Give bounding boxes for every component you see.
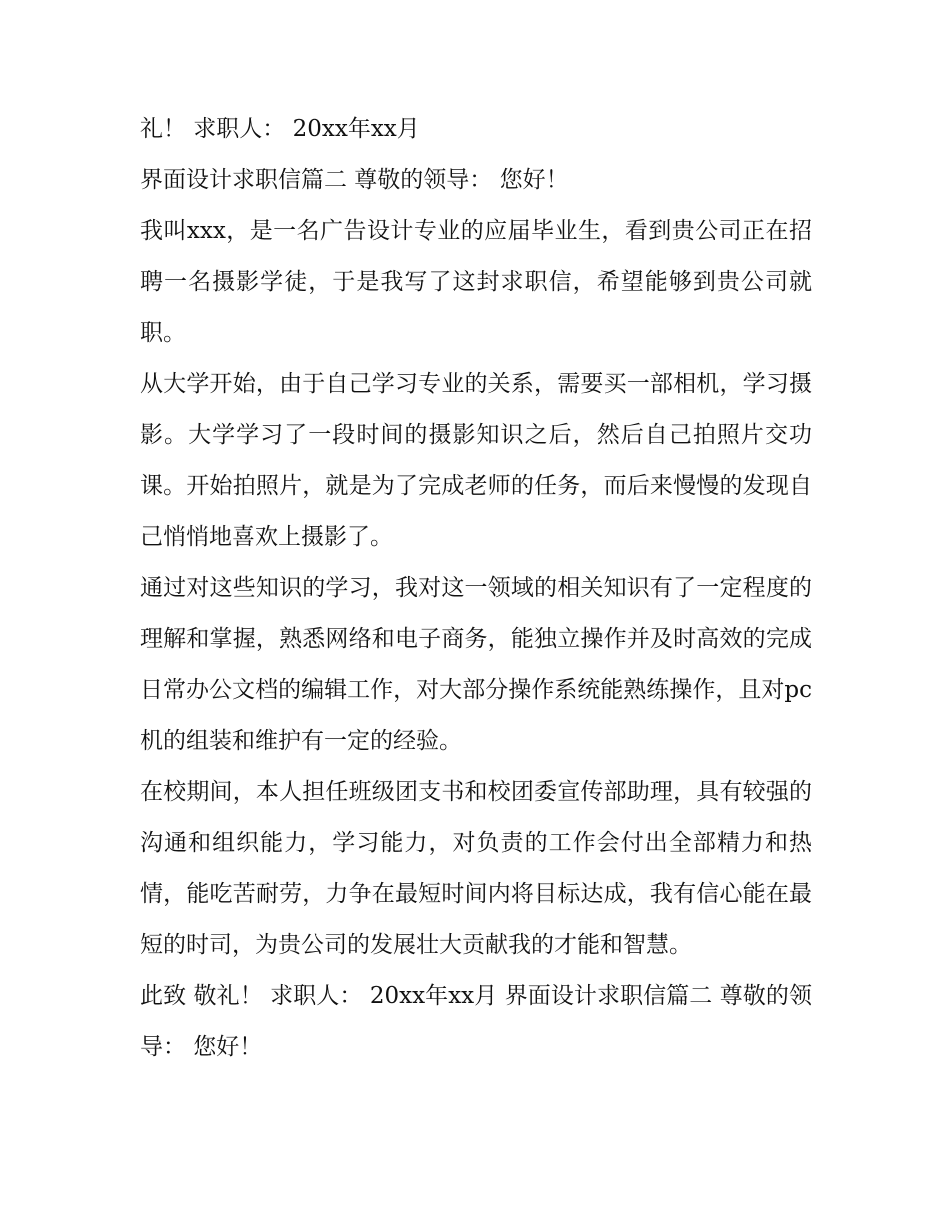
document-page — [140, 104, 812, 1073]
paragraph-introduction: 我叫xxx，是一名广告设计专业的应届毕业生，看到贵公司正在招聘一名摄影学徒，于是我写了这封求职信，希望能够到贵公司就职。 — [140, 218, 812, 346]
paragraph-university: 从大学开始，由于自己学习专业的关系，需要买一部相机，学习摄影。大学学习了一段时间的摄影知识之后，然后自己拍照片交功课。开始拍照片，就是为了完成老师的任务，而后来慢慢的发现自己悄悄地喜欢上摄影了。 — [140, 371, 812, 550]
closing-line: 礼！ 求职人： 20xx年xx月 — [140, 116, 420, 142]
paragraph-campus-experience: 在校期间，本人担任班级团支书和校团委宣传部助理，具有较强的沟通和组织能力，学习能力，对负责的工作会付出全部精力和热情，能吃苦耐劳，力争在最短时间内将目标达成，我有信心能在最短的时司，为贵公司的发展壮大贡献我的才能和智慧。 — [140, 779, 812, 958]
paragraph-skills: 通过对这些知识的学习，我对这一领域的相关知识有了一定程度的理解和掌握，熟悉网络和电子商务，能独立操作并及时高效的完成日常办公文档的编辑工作，对大部分操作系统能熟练操作，且对pc机的组装和维护有一定的经验。 — [140, 575, 812, 754]
closing-and-next-heading: 此致 敬礼！ 求职人： 20xx年xx月 界面设计求职信篇二 尊敬的领导： 您好！ — [140, 983, 812, 1060]
section-heading-greeting: 界面设计求职信篇二 尊敬的领导： 您好！ — [140, 167, 569, 193]
